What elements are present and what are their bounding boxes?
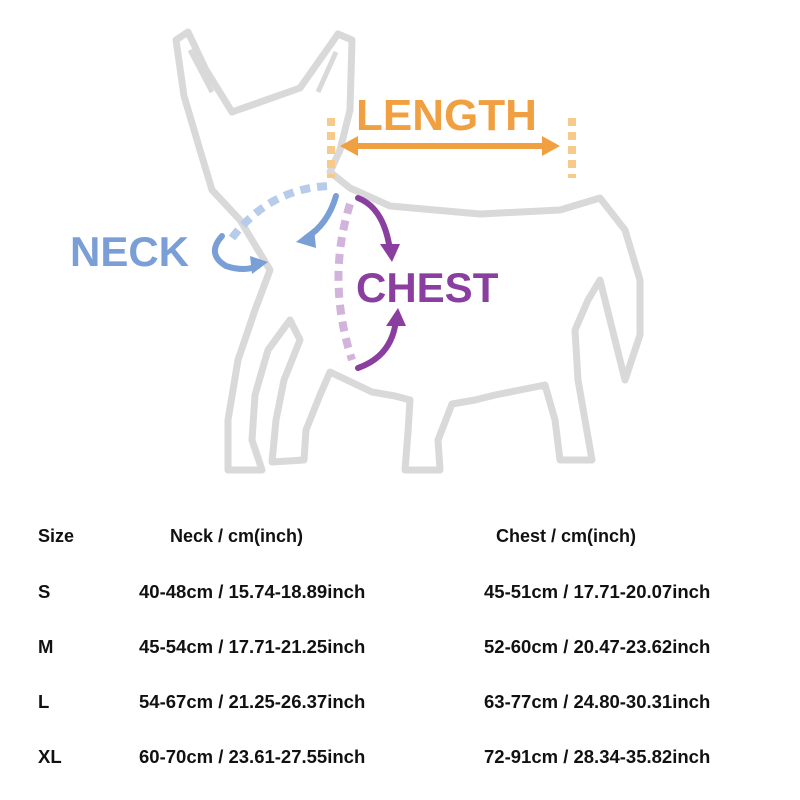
table-row — [0, 746, 800, 776]
row-size: XL — [38, 746, 62, 767]
row-size: M — [38, 636, 54, 657]
table-row — [0, 636, 800, 666]
table-header-row — [0, 526, 800, 556]
row-neck: 60-70cm / 23.61-27.55inch — [139, 746, 366, 767]
table-row — [0, 581, 800, 611]
chest-dashed-line — [338, 204, 352, 360]
row-neck: 45-54cm / 17.71-21.25inch — [139, 636, 366, 657]
row-chest: 72-91cm / 28.34-35.82inch — [484, 746, 711, 767]
neck-label: NECK — [70, 228, 190, 275]
header-size: Size — [38, 526, 75, 546]
size-table — [0, 510, 800, 800]
row-size: L — [38, 691, 50, 712]
row-chest: 45-51cm / 17.71-20.07inch — [484, 581, 711, 602]
table-row — [0, 691, 800, 721]
chest-arrow-bottom — [358, 320, 396, 368]
chest-arrow-head-top — [380, 244, 400, 262]
row-size: S — [38, 581, 51, 602]
header-neck: Neck / cm(inch) — [170, 526, 304, 546]
row-chest: 63-77cm / 24.80-30.31inch — [484, 691, 711, 712]
row-chest: 52-60cm / 20.47-23.62inch — [484, 636, 711, 657]
header-chest: Chest / cm(inch) — [496, 526, 637, 546]
row-neck: 54-67cm / 21.25-26.37inch — [139, 691, 366, 712]
neck-arrow-head-right — [296, 228, 316, 248]
chest-label: CHEST — [356, 264, 499, 311]
row-neck: 40-48cm / 15.74-18.89inch — [139, 581, 366, 602]
length-arrow-head-right — [542, 136, 560, 156]
length-label: LENGTH — [356, 91, 537, 140]
